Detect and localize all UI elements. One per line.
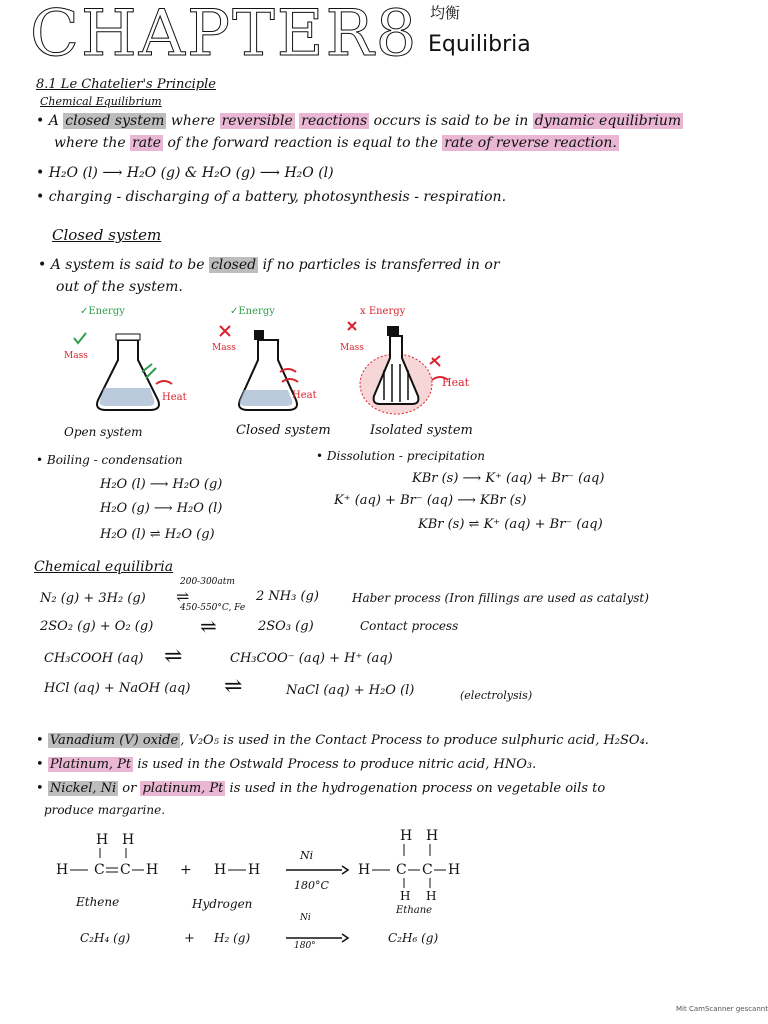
haber-product: 2 NH₃ (g) (256, 589, 319, 604)
neutralisation-reactants: HCl (aq) + NaOH (aq) (44, 681, 191, 696)
nickel-catalyst-2-top: Ni (300, 913, 311, 923)
svg-text:C: C (396, 862, 407, 878)
svg-text:H: H (400, 828, 413, 844)
open-system-label: Open system (64, 425, 143, 439)
boiling-eq-1: H₂O (l) ⟶ H₂O (g) (100, 477, 223, 492)
isolated-system-flask (340, 306, 470, 414)
closed-heat-label: Heat (292, 390, 317, 401)
subsection-title: Chemical Equilibrium (40, 95, 162, 108)
dissolution-heading: • Dissolution - precipitation (316, 449, 485, 463)
svg-text:H: H (214, 862, 227, 878)
catalyst-line-3: • Nickel, Ni or platinum, Pt is used in the hydrogenation process on vegetable oils to (36, 781, 606, 796)
catalyst-line-2: • Platinum, Pt is used in the Ostwald Process to produce nitric acid, HNO₃. (36, 757, 537, 772)
contact-arrow: ⇌ (200, 614, 217, 638)
open-heat-label: Heat (162, 392, 187, 403)
cross-icon (220, 326, 230, 336)
ethene-label: Ethene (76, 895, 120, 909)
contact-reactants: 2SO₂ (g) + O₂ (g) (40, 619, 154, 634)
isolated-system-label: Isolated system (370, 423, 473, 438)
systems-diagram (60, 300, 480, 440)
ethene-formula: C₂H₄ (g) (80, 931, 131, 945)
svg-text:H: H (122, 832, 135, 848)
dissolution-eq-3: KBr (s) ⇌ K⁺ (aq) + Br⁻ (aq) (418, 517, 603, 532)
definition-bullet-3: • charging - discharging of a battery, photosynthesis - respiration. (36, 189, 507, 205)
definition-line-1: • A closed system where reversible reactions occurs is said to be in dynamic equilibrium (36, 113, 682, 129)
cross-icon (430, 356, 440, 366)
svg-text:+: + (180, 862, 192, 878)
closed-system-heading: Closed system (52, 226, 162, 244)
hydrogen-formula: H₂ (g) (214, 931, 251, 945)
isolated-mass-label: Mass (340, 343, 364, 353)
closed-energy-label: ✓Energy (230, 306, 275, 317)
open-system-flask (64, 306, 187, 410)
neutralisation-note: (electrolysis) (460, 689, 533, 702)
open-mass-label: Mass (64, 351, 88, 361)
catalyst-line-4: produce margarine. (44, 803, 166, 817)
boiling-heading: • Boiling - condensation (36, 453, 183, 467)
svg-text:H: H (358, 862, 371, 878)
nickel-catalyst-top: Ni (300, 849, 314, 862)
nickel-catalyst-bottom: 180°C (294, 879, 329, 892)
definition-line-2: where the rate of the forward reaction is equal to the rate of reverse reaction. (54, 135, 617, 151)
haber-note: Haber process (Iron fillings are used as catalyst) (352, 591, 649, 605)
boiling-eq-2: H₂O (g) ⟶ H₂O (l) (100, 501, 223, 516)
svg-text:C: C (94, 862, 105, 878)
svg-text:H: H (448, 862, 461, 878)
cross-icon (348, 322, 356, 330)
closed-system-label: Closed system (236, 423, 331, 438)
check-icon (74, 333, 86, 343)
svg-text:H: H (400, 889, 411, 903)
haber-condition-bottom: 450-550°C, Fe (180, 603, 246, 613)
acetic-reactant: CH₃COOH (aq) (44, 651, 144, 666)
chapter-subject: Equilibria (428, 32, 531, 57)
closed-system-line-1: • A system is said to be closed if no particles is transferred in or (38, 257, 500, 273)
svg-text:H: H (56, 862, 69, 878)
svg-text:H: H (146, 862, 159, 878)
haber-condition-top: 200-300atm (180, 577, 235, 587)
open-energy-label: ✓Energy (80, 306, 125, 317)
isolated-energy-label: x Energy (360, 306, 406, 317)
acetic-arrow: ⇌ (164, 644, 183, 669)
catalyst-line-1: • Vanadium (V) oxide , V₂O₅ is used in the Contact Process to produce sulphuric acid, H₂SO₄. (36, 733, 649, 748)
svg-text:H: H (426, 828, 439, 844)
svg-text:C: C (422, 862, 433, 878)
closed-mass-label: Mass (212, 343, 236, 353)
svg-text:C: C (120, 862, 131, 878)
haber-arrow: ⇌ (176, 587, 190, 606)
acetic-product: CH₃COO⁻ (aq) + H⁺ (aq) (230, 651, 393, 666)
isolated-heat-label: Heat (442, 376, 470, 389)
chapter-title: CHAPTER8 (30, 0, 419, 71)
neutralisation-arrow: ⇌ (224, 674, 243, 699)
haber-reactants: N₂ (g) + 3H₂ (g) (40, 591, 146, 606)
svg-text:H: H (96, 832, 109, 848)
section-title: 8.1 Le Chatelier's Principle (36, 77, 216, 92)
closed-system-line-2: out of the system. (56, 279, 183, 295)
plus-sign: + (184, 931, 195, 946)
ethane-formula: C₂H₆ (g) (388, 931, 439, 945)
nickel-catalyst-2-bottom: 180° (294, 941, 316, 951)
dissolution-eq-1: KBr (s) ⟶ K⁺ (aq) + Br⁻ (aq) (412, 471, 605, 486)
hydrogen-label: Hydrogen (192, 897, 253, 911)
scanner-watermark: Mit CamScanner gescannt (676, 1005, 768, 1013)
contact-note: Contact process (360, 619, 459, 633)
svg-text:H: H (248, 862, 261, 878)
contact-product: 2SO₃ (g) (258, 619, 314, 634)
svg-text:H: H (426, 889, 437, 903)
chemical-equilibria-heading: Chemical equilibria (34, 559, 174, 575)
neutralisation-product: NaCl (aq) + H₂O (l) (286, 683, 415, 698)
definition-bullet-2: • H₂O (l) ⟶ H₂O (g) & H₂O (g) ⟶ H₂O (l) (36, 165, 334, 181)
chinese-title: 均衡 (430, 4, 461, 22)
dissolution-eq-2: K⁺ (aq) + Br⁻ (aq) ⟶ KBr (s) (334, 493, 527, 508)
boiling-eq-3: H₂O (l) ⇌ H₂O (g) (100, 527, 215, 542)
closed-system-flask (212, 306, 317, 410)
ethane-label: Ethane (396, 905, 433, 916)
